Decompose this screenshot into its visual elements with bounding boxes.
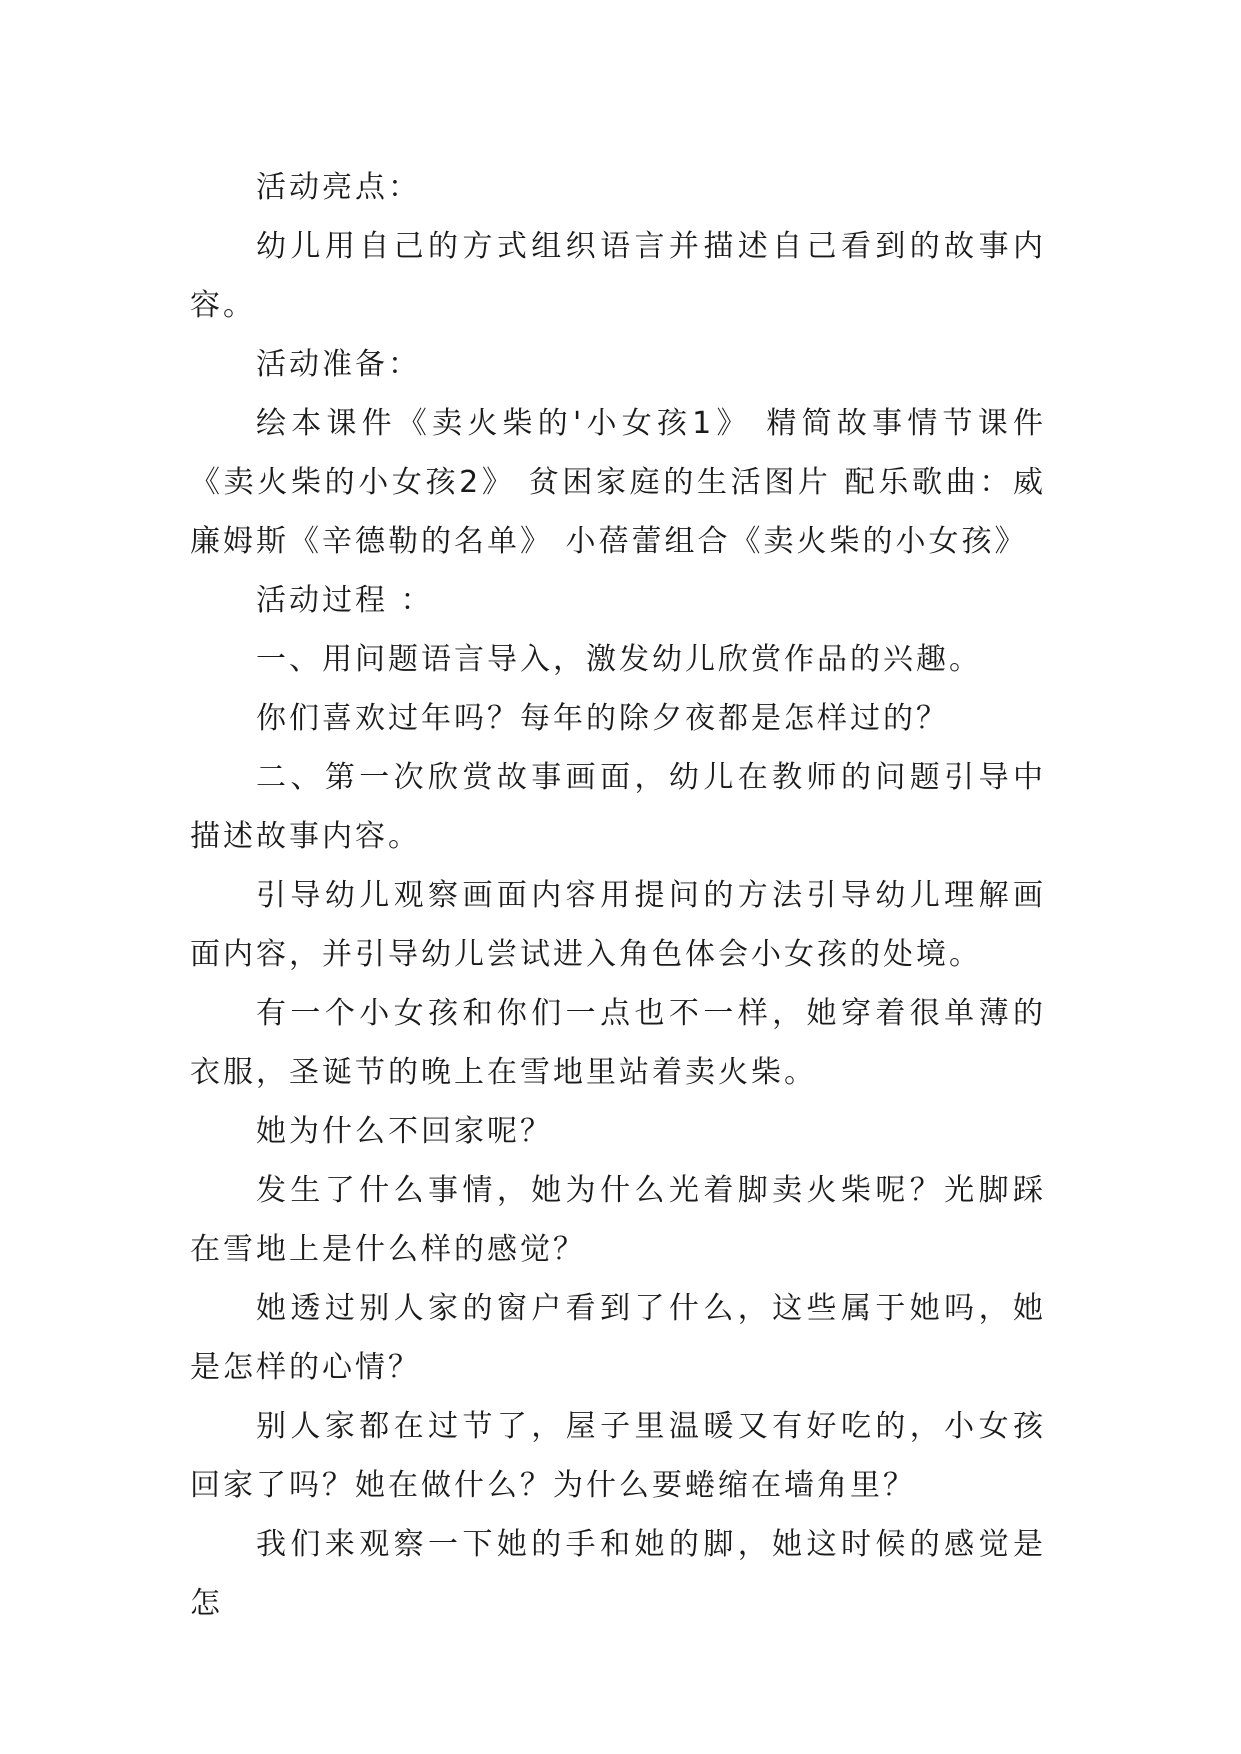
paragraph-question-barefoot: 发生了什么事情，她为什么光着脚卖火柴呢？光脚踩在雪地上是什么样的感觉？ bbox=[190, 1173, 1046, 1267]
paragraph-highlights-text: 幼儿用自己的方式组织语言并描述自己看到的故事内容。 bbox=[190, 229, 1046, 323]
paragraph-question-why-not-home: 她为什么不回家呢？ bbox=[256, 1114, 553, 1149]
paragraph-observe-hands-feet: 我们来观察一下她的手和她的脚，她这时候的感觉是怎 bbox=[190, 1527, 1046, 1621]
paragraph-step-one: 一、用问题语言导入，激发幼儿欣赏作品的兴趣。 bbox=[256, 642, 982, 677]
paragraph-question-corner: 别人家都在过节了，屋子里温暖又有好吃的，小女孩回家了吗？她在做什么？为什么要蜷缩在墙角里？ bbox=[190, 1409, 1046, 1503]
paragraph-question-new-year: 你们喜欢过年吗？每年的除夕夜都是怎样过的？ bbox=[256, 701, 949, 736]
paragraph-question-window: 她透过别人家的窗户看到了什么，这些属于她吗，她是怎样的心情？ bbox=[190, 1291, 1046, 1385]
heading-activity-highlights: 活动亮点： bbox=[256, 170, 421, 205]
paragraph-step-two: 二、第一次欣赏故事画面，幼儿在教师的问题引导中描述故事内容。 bbox=[190, 760, 1046, 854]
paragraph-guide-observation: 引导幼儿观察画面内容用提问的方法引导幼儿理解画面内容，并引导幼儿尝试进入角色体会小女孩的处境。 bbox=[190, 878, 1046, 972]
paragraph-preparation-materials: 绘本课件《卖火柴的'小女孩1》 精简故事情节课件《卖火柴的小女孩2》 贫困家庭的生活图片 配乐歌曲：威廉姆斯《辛德勒的名单》 小蓓蕾组合《卖火柴的小女孩》 bbox=[190, 406, 1046, 559]
heading-activity-process: 活动过程 ： bbox=[256, 583, 434, 618]
paragraph-story-intro: 有一个小女孩和你们一点也不一样，她穿着很单薄的衣服，圣诞节的晚上在雪地里站着卖火柴。 bbox=[190, 996, 1046, 1090]
heading-activity-preparation: 活动准备： bbox=[256, 347, 421, 382]
document-body bbox=[190, 158, 1046, 1633]
